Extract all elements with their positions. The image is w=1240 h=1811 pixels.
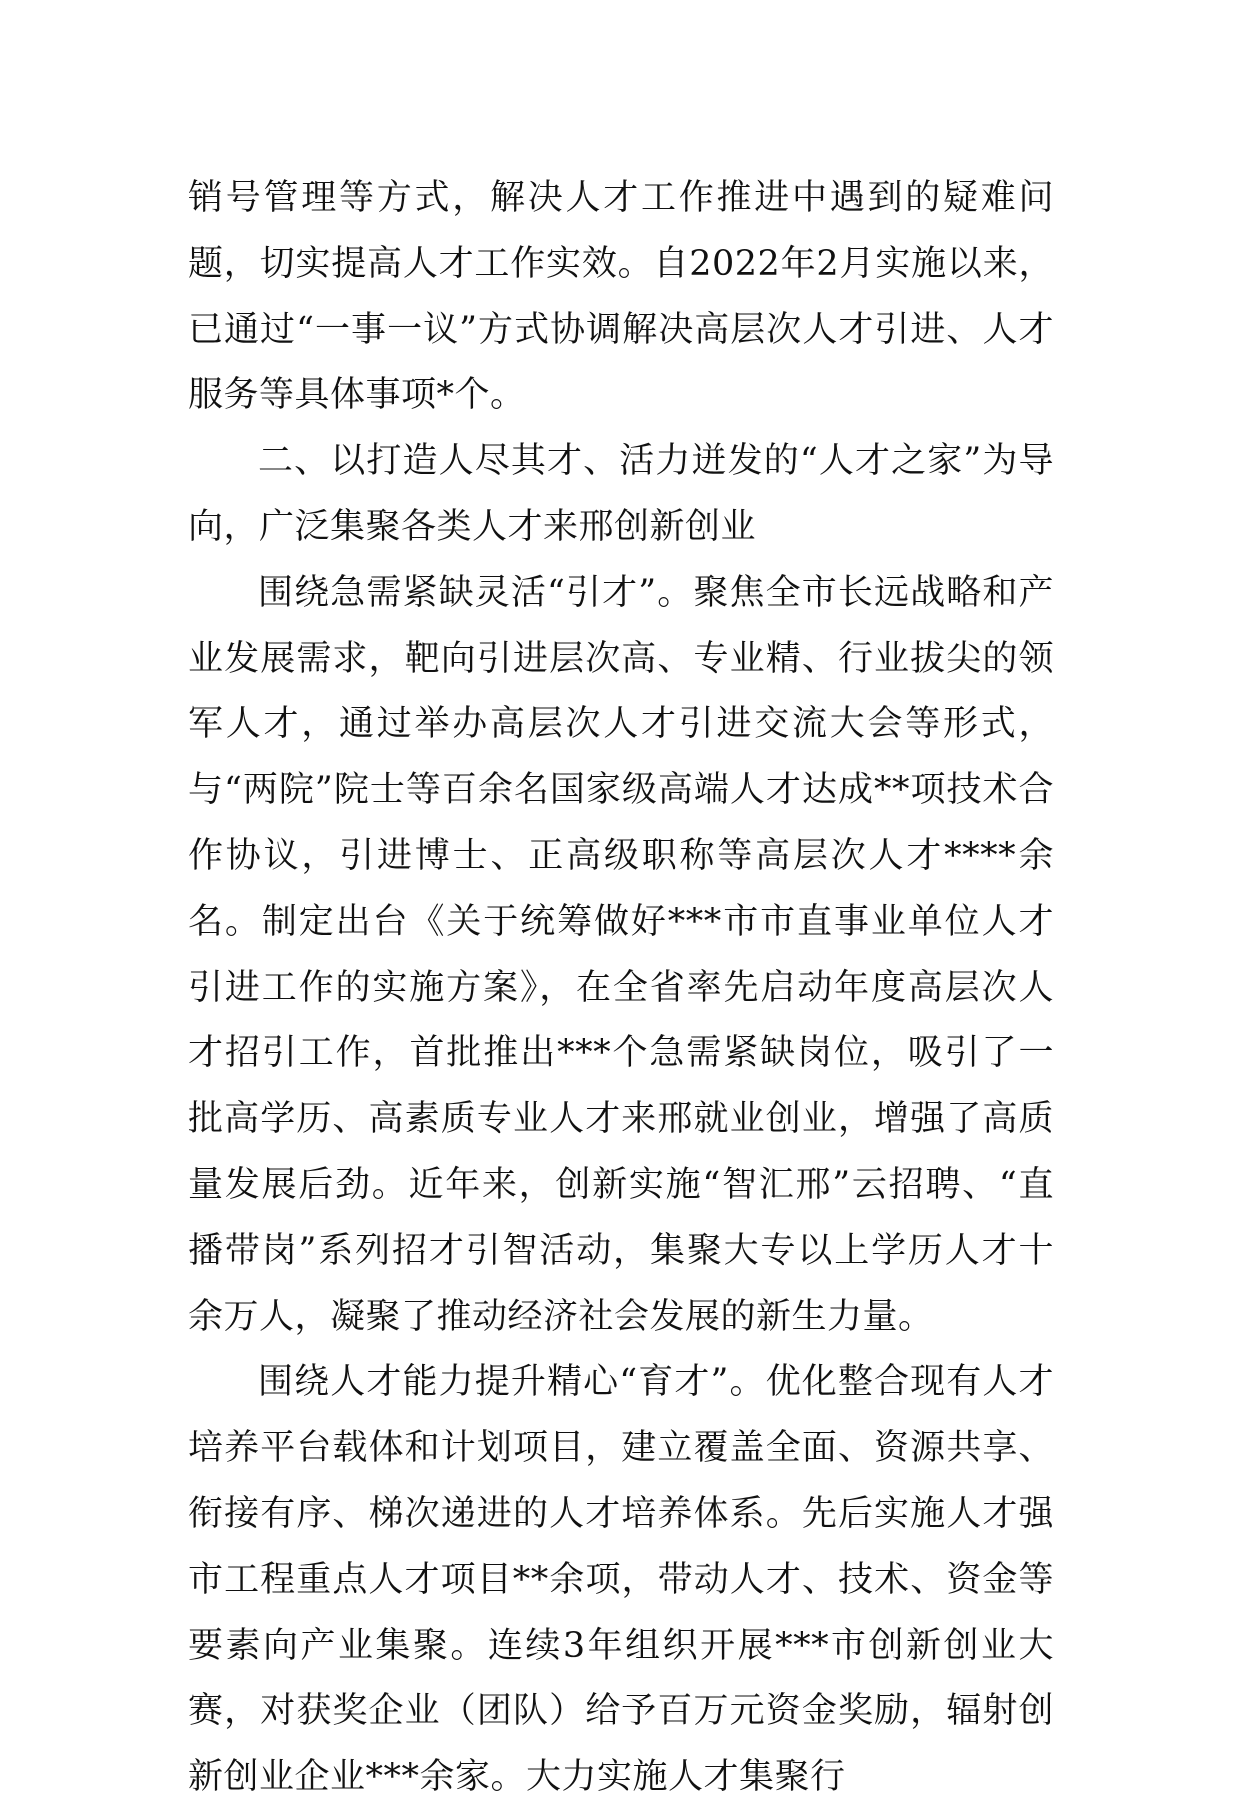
section-heading: 二、以打造人尽其才、活力迸发的“人才之家”为导向，广泛集聚各类人才来邢创新创业	[188, 441, 1054, 547]
document-body	[188, 166, 1054, 1811]
paragraph-talent-cultivation: 围绕人才能力提升精心“育才”。优化整合现有人才培养平台载体和计划项目，建立覆盖全面、资源共享、衔接有序、梯次递进的人才培养体系。先后实施人才强市工程重点人才项目**余项，带动人才、技术、资金等要素向产业集聚。连续3年组织开展***市创新创业大赛，对获奖企业（团队）给予百万元资金奖励，辐射创新创业企业***余家。大力实施人才集聚行	[188, 1362, 1054, 1798]
paragraph-continuation: 销号管理等方式，解决人才工作推进中遇到的疑难问题，切实提高人才工作实效。自2022年2月实施以来，已通过“一事一议”方式协调解决高层次人才引进、人才服务等具体事项*个。	[188, 178, 1054, 416]
paragraph-talent-attraction: 围绕急需紧缺灵活“引才”。聚焦全市长远战略和产业发展需求，靶向引进层次高、专业精、行业拔尖的领军人才，通过举办高层次人才引进交流大会等形式，与“两院”院士等百余名国家级高端人才达成**项技术合作协议，引进博士、正高级职称等高层次人才****余名。制定出台《关于统筹做好***市市直事业单位人才引进工作的实施方案》，在全省率先启动年度高层次人才招引工作，首批推出***个急需紧缺岗位，吸引了一批高学历、高素质专业人才来邢就业创业，增强了高质量发展后劲。近年来，创新实施“智汇邢”云招聘、“直播带岗”系列招才引智活动，集聚大专以上学历人才十余万人，凝聚了推动经济社会发展的新生力量。	[188, 572, 1054, 1337]
